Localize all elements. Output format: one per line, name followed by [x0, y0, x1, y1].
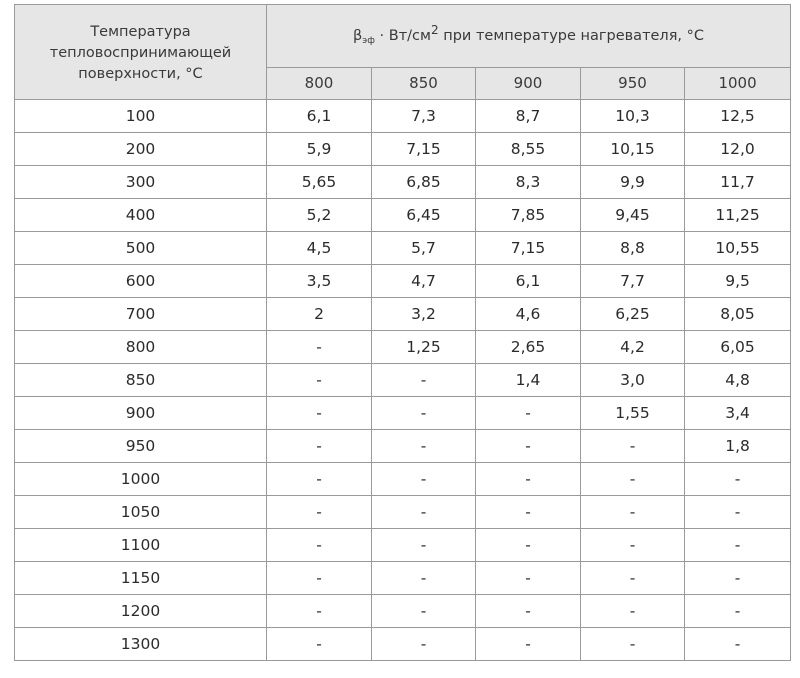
table-cell-value: 3,4 — [685, 397, 791, 430]
table-cell-value: 6,25 — [581, 298, 685, 331]
row-label-surface-temp: 1050 — [15, 496, 267, 529]
table-cell-value: - — [685, 595, 791, 628]
row-label-surface-temp: 500 — [15, 232, 267, 265]
column-header: 850 — [372, 67, 476, 99]
table-cell-value: - — [267, 463, 372, 496]
row-label-surface-temp: 900 — [15, 397, 267, 430]
table-cell-value: - — [581, 595, 685, 628]
row-label-surface-temp: 1150 — [15, 562, 267, 595]
table-cell-value: - — [581, 562, 685, 595]
table-cell-value: 12,5 — [685, 100, 791, 133]
table-row — [15, 364, 791, 397]
table-cell-value: 7,15 — [372, 133, 476, 166]
table-cell-value: 6,1 — [476, 265, 581, 298]
table-cell-value: 4,2 — [581, 331, 685, 364]
table-cell-value: 7,85 — [476, 199, 581, 232]
table-cell-value: - — [372, 463, 476, 496]
table-cell-value: 8,05 — [685, 298, 791, 331]
table-cell-value: - — [372, 496, 476, 529]
table-row — [15, 133, 791, 166]
table-cell-value: 1,4 — [476, 364, 581, 397]
table-cell-value: - — [581, 529, 685, 562]
row-label-surface-temp: 100 — [15, 100, 267, 133]
table-row — [15, 166, 791, 199]
table-cell-value: - — [372, 562, 476, 595]
table-cell-value: - — [476, 595, 581, 628]
table-row — [15, 100, 791, 133]
row-label-surface-temp: 400 — [15, 199, 267, 232]
table-cell-value: 5,2 — [267, 199, 372, 232]
table-cell-value: 6,45 — [372, 199, 476, 232]
table-cell-value: 5,65 — [267, 166, 372, 199]
table-row — [15, 595, 791, 628]
table-cell-value: 11,7 — [685, 166, 791, 199]
table-cell-value: - — [476, 397, 581, 430]
row-label-surface-temp: 600 — [15, 265, 267, 298]
table-cell-value: 1,25 — [372, 331, 476, 364]
table-cell-value: - — [372, 628, 476, 661]
table-cell-value: - — [372, 430, 476, 463]
table-row — [15, 331, 791, 364]
table-row — [15, 199, 791, 232]
table-cell-value: - — [581, 628, 685, 661]
table-cell-value: 2 — [267, 298, 372, 331]
table-container — [14, 4, 791, 661]
row-label-surface-temp: 800 — [15, 331, 267, 364]
table-row — [15, 265, 791, 298]
row-label-surface-temp: 300 — [15, 166, 267, 199]
table-body — [15, 100, 791, 661]
table-cell-value: - — [685, 463, 791, 496]
table-cell-value: - — [267, 496, 372, 529]
table-cell-value: - — [581, 430, 685, 463]
table-cell-value: 8,3 — [476, 166, 581, 199]
table-cell-value: - — [267, 562, 372, 595]
table-cell-value: 11,25 — [685, 199, 791, 232]
table-cell-value: 10,55 — [685, 232, 791, 265]
table-row — [15, 496, 791, 529]
table-cell-value: 1,55 — [581, 397, 685, 430]
table-cell-value: - — [372, 595, 476, 628]
table-cell-value: 8,7 — [476, 100, 581, 133]
table-cell-value: 8,8 — [581, 232, 685, 265]
table-cell-value: 3,0 — [581, 364, 685, 397]
row-label-surface-temp: 950 — [15, 430, 267, 463]
table-cell-value: - — [476, 496, 581, 529]
beta-symbol: $\beta_{эф}$ — [353, 27, 375, 46]
table-cell-value: - — [685, 496, 791, 529]
table-row — [15, 232, 791, 265]
table-cell-value: - — [267, 364, 372, 397]
table-row — [15, 529, 791, 562]
table-cell-value: 5,9 — [267, 133, 372, 166]
table-row — [15, 430, 791, 463]
table-cell-value: 9,5 — [685, 265, 791, 298]
table-cell-value: 4,7 — [372, 265, 476, 298]
column-header: 900 — [476, 67, 581, 99]
table-cell-value: 6,85 — [372, 166, 476, 199]
column-header: 1000 — [685, 67, 791, 99]
table-cell-value: 12,0 — [685, 133, 791, 166]
table-cell-value: - — [267, 397, 372, 430]
table-cell-value: - — [267, 430, 372, 463]
table-cell-value: - — [581, 463, 685, 496]
table-cell-value: 7,3 — [372, 100, 476, 133]
row-label-surface-temp: 1300 — [15, 628, 267, 661]
table-cell-value: - — [267, 529, 372, 562]
table-cell-value: 4,8 — [685, 364, 791, 397]
table-cell-value: 4,5 — [267, 232, 372, 265]
header-row-top — [15, 5, 791, 68]
corner-header: Температура тепловоспринимающей поверхности, °С — [15, 5, 267, 100]
table-row — [15, 562, 791, 595]
table-cell-value: 10,15 — [581, 133, 685, 166]
table-row — [15, 628, 791, 661]
table-cell-value: 10,3 — [581, 100, 685, 133]
row-label-surface-temp: 200 — [15, 133, 267, 166]
table-cell-value: - — [267, 628, 372, 661]
table-cell-value: - — [685, 562, 791, 595]
table-cell-value: - — [476, 463, 581, 496]
column-header: 950 — [581, 67, 685, 99]
table-cell-value: - — [476, 529, 581, 562]
table-cell-value: 6,05 — [685, 331, 791, 364]
table-cell-value: 5,7 — [372, 232, 476, 265]
table-row — [15, 463, 791, 496]
row-label-surface-temp: 1000 — [15, 463, 267, 496]
row-label-surface-temp: 1200 — [15, 595, 267, 628]
row-label-surface-temp: 700 — [15, 298, 267, 331]
table-cell-value: - — [476, 628, 581, 661]
table-cell-value: 9,45 — [581, 199, 685, 232]
row-label-surface-temp: 1100 — [15, 529, 267, 562]
table-cell-value: 7,15 — [476, 232, 581, 265]
table-cell-value: - — [267, 331, 372, 364]
table-cell-value: - — [685, 529, 791, 562]
table-cell-value: - — [372, 397, 476, 430]
table-cell-value: - — [372, 529, 476, 562]
table-cell-value: - — [685, 628, 791, 661]
column-header: 800 — [267, 67, 372, 99]
row-label-surface-temp: 850 — [15, 364, 267, 397]
table-cell-value: 9,9 — [581, 166, 685, 199]
table-cell-value: - — [267, 595, 372, 628]
table-cell-value: - — [581, 496, 685, 529]
table-cell-value: 6,1 — [267, 100, 372, 133]
group-header: $\beta_{эф} \cdot Вт/см^2$ при температуре нагревателя, °С — [267, 5, 791, 68]
table-cell-value: - — [476, 430, 581, 463]
table-row — [15, 397, 791, 430]
table-cell-value: 2,65 — [476, 331, 581, 364]
table-cell-value: 8,55 — [476, 133, 581, 166]
table-cell-value: 3,2 — [372, 298, 476, 331]
table-cell-value: 3,5 — [267, 265, 372, 298]
table-row — [15, 298, 791, 331]
heat-flux-table — [14, 4, 791, 661]
table-cell-value: - — [372, 364, 476, 397]
table-cell-value: 1,8 — [685, 430, 791, 463]
table-cell-value: 7,7 — [581, 265, 685, 298]
table-cell-value: - — [476, 562, 581, 595]
table-cell-value: 4,6 — [476, 298, 581, 331]
